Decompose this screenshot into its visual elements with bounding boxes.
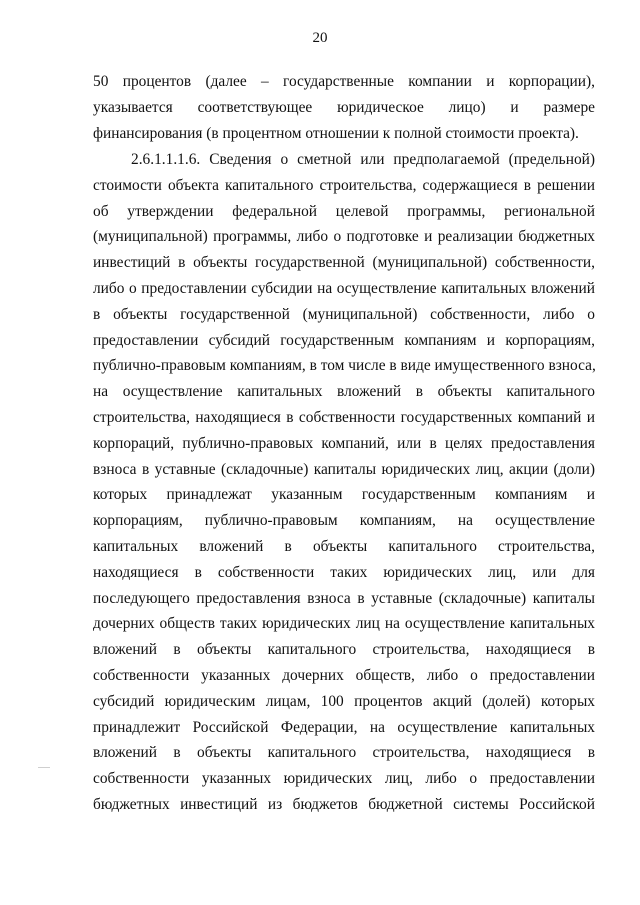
- text-line: бюджетных инвестиций из бюджетов бюджетной системы Российской: [93, 795, 595, 813]
- text-line: (муниципальной) программы, либо о подготовке и реализации бюджетных: [93, 228, 595, 246]
- text-line: либо о предоставлении субсидии на осуществление капитальных вложений: [93, 279, 595, 297]
- text-line: публично-правовым компаниям, в том числе в виде имущественного взноса,: [93, 357, 596, 375]
- text-line: 2.6.1.1.1.6. Сведения о сметной или предполагаемой (предельной): [131, 151, 595, 168]
- text-line: собственности указанных юридических лиц, либо о предоставлении: [93, 770, 595, 788]
- text-line: в объекты государственной (муниципальной) собственности, либо о: [93, 305, 595, 323]
- text-line: которых принадлежат указанным государственным компаниям и: [93, 486, 595, 504]
- paragraph-2-6-1-1-1-6: [93, 147, 595, 818]
- text-line: последующего предоставления взноса в уставные (складочные) капиталы: [93, 589, 595, 607]
- text-line: предоставлении субсидий государственным компаниям и корпорациям,: [93, 331, 595, 349]
- text-line: корпораций, публично-правовых компаний, или в целях предоставления: [93, 434, 595, 452]
- text-line: взноса в уставные (складочные) капиталы юридических лиц, акции (доли): [93, 460, 595, 478]
- text-line: собственности указанных дочерних обществ, либо о предоставлении: [93, 666, 595, 684]
- paragraph-continuation: [93, 69, 595, 146]
- page-number: 20: [312, 30, 328, 46]
- text-line: об утверждении федеральной целевой программы, региональной: [93, 202, 595, 220]
- text-line: стоимости объекта капитального строительства, содержащиеся в решении: [93, 176, 595, 194]
- text-line: субсидий юридическим лицам, 100 процентов акций (долей) которых: [93, 692, 595, 710]
- text-line: принадлежит Российской Федерации, на осуществление капитальных: [93, 718, 595, 736]
- margin-scan-mark: [38, 767, 50, 768]
- text-line: 50 процентов (далее – государственные компании и корпорации),: [93, 73, 595, 90]
- text-line: вложений в объекты капитального строительства, находящиеся в: [93, 641, 595, 659]
- text-line: строительства, находящиеся в собственности государственных компаний и: [93, 408, 595, 426]
- text-line: финансирования (в процентном отношении к полной стоимости проекта).: [93, 124, 579, 142]
- text-line: корпорациям, публично-правовым компаниям, на осуществление: [93, 512, 595, 530]
- text-line: дочерних обществ таких юридических лиц на осуществление капитальных: [93, 615, 595, 633]
- text-line: указывается соответствующее юридическое лицо) и размере: [93, 98, 595, 116]
- text-line: вложений в объекты капитального строительства, находящиеся в: [93, 744, 595, 762]
- text-line: находящиеся в собственности таких юридических лиц, или для: [93, 563, 595, 581]
- text-line: инвестиций в объекты государственной (муниципальной) собственности,: [93, 254, 595, 272]
- text-line: капитальных вложений в объекты капитального строительства,: [93, 537, 595, 555]
- text-line: на осуществление капитальных вложений в объекты капитального: [93, 383, 595, 401]
